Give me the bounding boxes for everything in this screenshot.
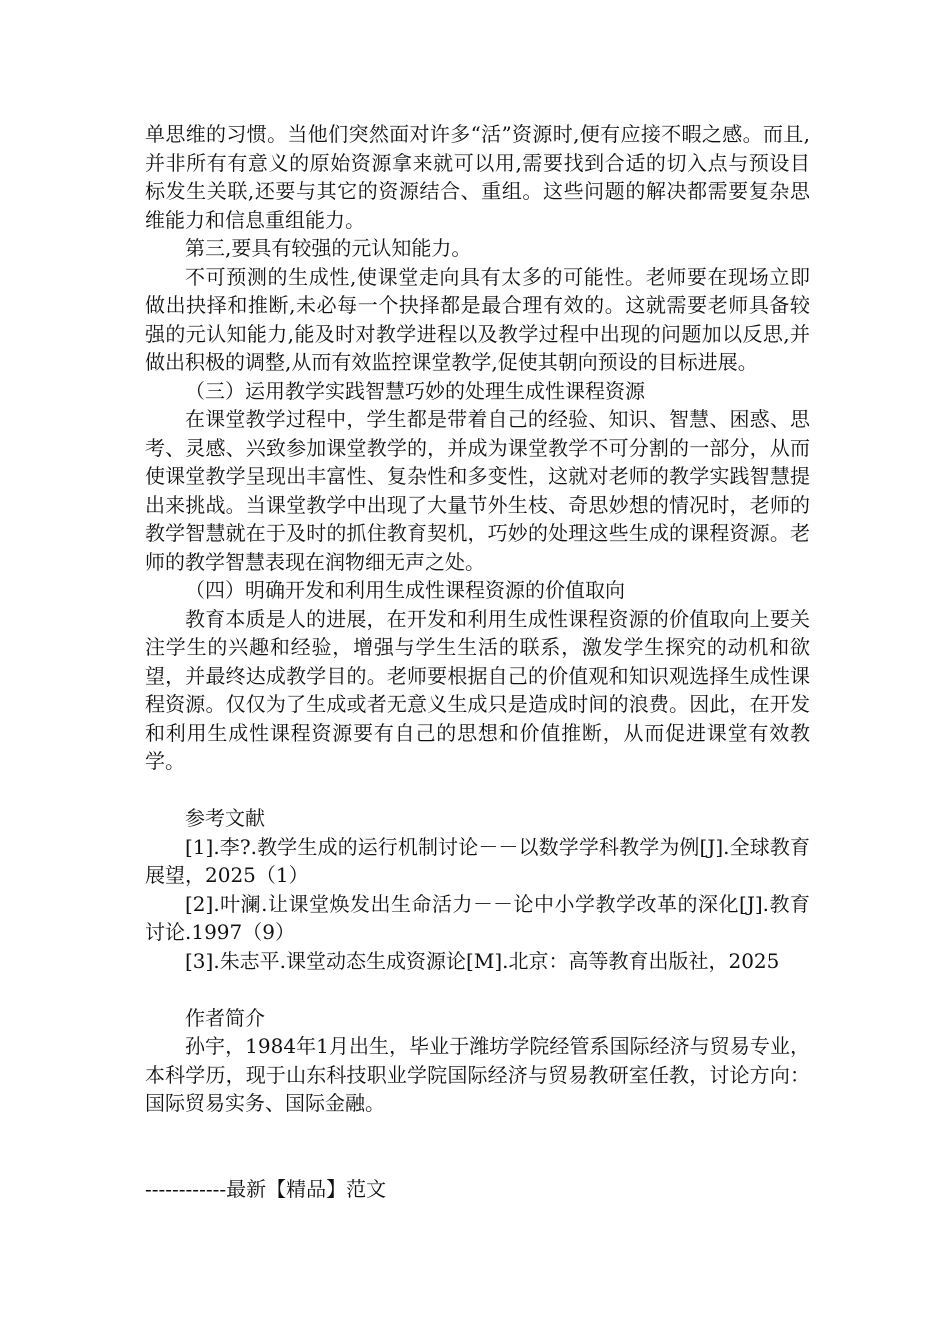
section-heading-three: （三）运用教学实践智慧巧妙的处理生成性课程资源 xyxy=(185,378,645,403)
spacer xyxy=(145,975,810,1004)
spacer xyxy=(145,1118,810,1147)
paragraph-thinking-habit: 单思维的习惯。当他们突然面对许多“活”资源时,便有应接不暇之感。而且,并非所有有意义的原始资源拿来就可以用,需要找到合适的切入点与预设目标发生关联,还要与其它的资源结合、重组。这些问题的解决都需要复杂思维能力和信息重组能力。 xyxy=(145,122,810,232)
reference-item-3: [3].朱志平.课堂动态生成资源论[M].北京：高等教育出版社，2025 xyxy=(185,948,780,973)
paragraph-metacognition-heading: 第三,要具有较强的元认知能力。 xyxy=(185,236,472,260)
author-bio: 孙宇，1984年1月出生，毕业于潍坊学院经管系国际经济与贸易专业，本科学历，现于山东科技职业学院国际经济与贸易教研室任教，讨论方向：国际贸易实务、国际金融。 xyxy=(145,1034,810,1115)
author-intro-title: 作者简介 xyxy=(185,1005,265,1030)
spacer xyxy=(145,776,810,805)
document-page xyxy=(145,120,810,1203)
paragraph-value-orientation: 教育本质是人的进展，在开发和利用生成性课程资源的价值取向上要关注学生的兴趣和经验，增强与学生生活的联系，激发学生探究的动机和欲望，并最终达成教学目的。老师要根据自己的价值观和知识观选择生成性课程资源。仅仅为了生成或者无意义生成只是造成时间的浪费。因此，在开发和利用生成性课程资源要有自己的思想和价值推断，从而促进课堂有效教学。 xyxy=(145,606,810,773)
references-title: 参考文献 xyxy=(185,806,265,830)
section-heading-four: （四）明确开发和利用生成性课程资源的价值取向 xyxy=(185,578,625,602)
paragraph-teaching-wisdom: 在课堂教学过程中，学生都是带着自己的经验、知识、智慧、困惑、思考、灵感、兴致参加课堂教学的，并成为课堂教学不可分割的一部分，从而使课堂教学呈现出丰富性、复杂性和多变性，这就对老师的教学实践智慧提出来挑战。当课堂教学中出现了大量节外生枝、奇思妙想的情况时，老师的教学智慧就在于及时的抓住教育契机，巧妙的处理这些生成的课程资源。老师的教学智慧表现在润物细无声之处。 xyxy=(145,407,810,574)
reference-item-2: [2].叶澜.让课堂焕发出生命活力－－论中小学教学改革的深化[J].教育讨论.1997（9） xyxy=(145,891,810,944)
paragraph-unpredictable-generativity: 不可预测的生成性,使课堂走向具有太多的可能性。老师要在现场立即做出抉择和推断,未必每一个抉择都是最合理有效的。这就需要老师具备较强的元认知能力,能及时对教学进程以及教学过程中出现的问题加以反思,并做出积极的调整,从而有效监控课堂教学,促使其朝向预设的目标进展。 xyxy=(145,264,810,374)
reference-item-1: [1].李?.教学生成的运行机制讨论－－以数学学科教学为例[J].全球教育展望，2025（1） xyxy=(145,834,810,887)
footer-text: ------------最新【精品】范文 xyxy=(145,1176,387,1201)
